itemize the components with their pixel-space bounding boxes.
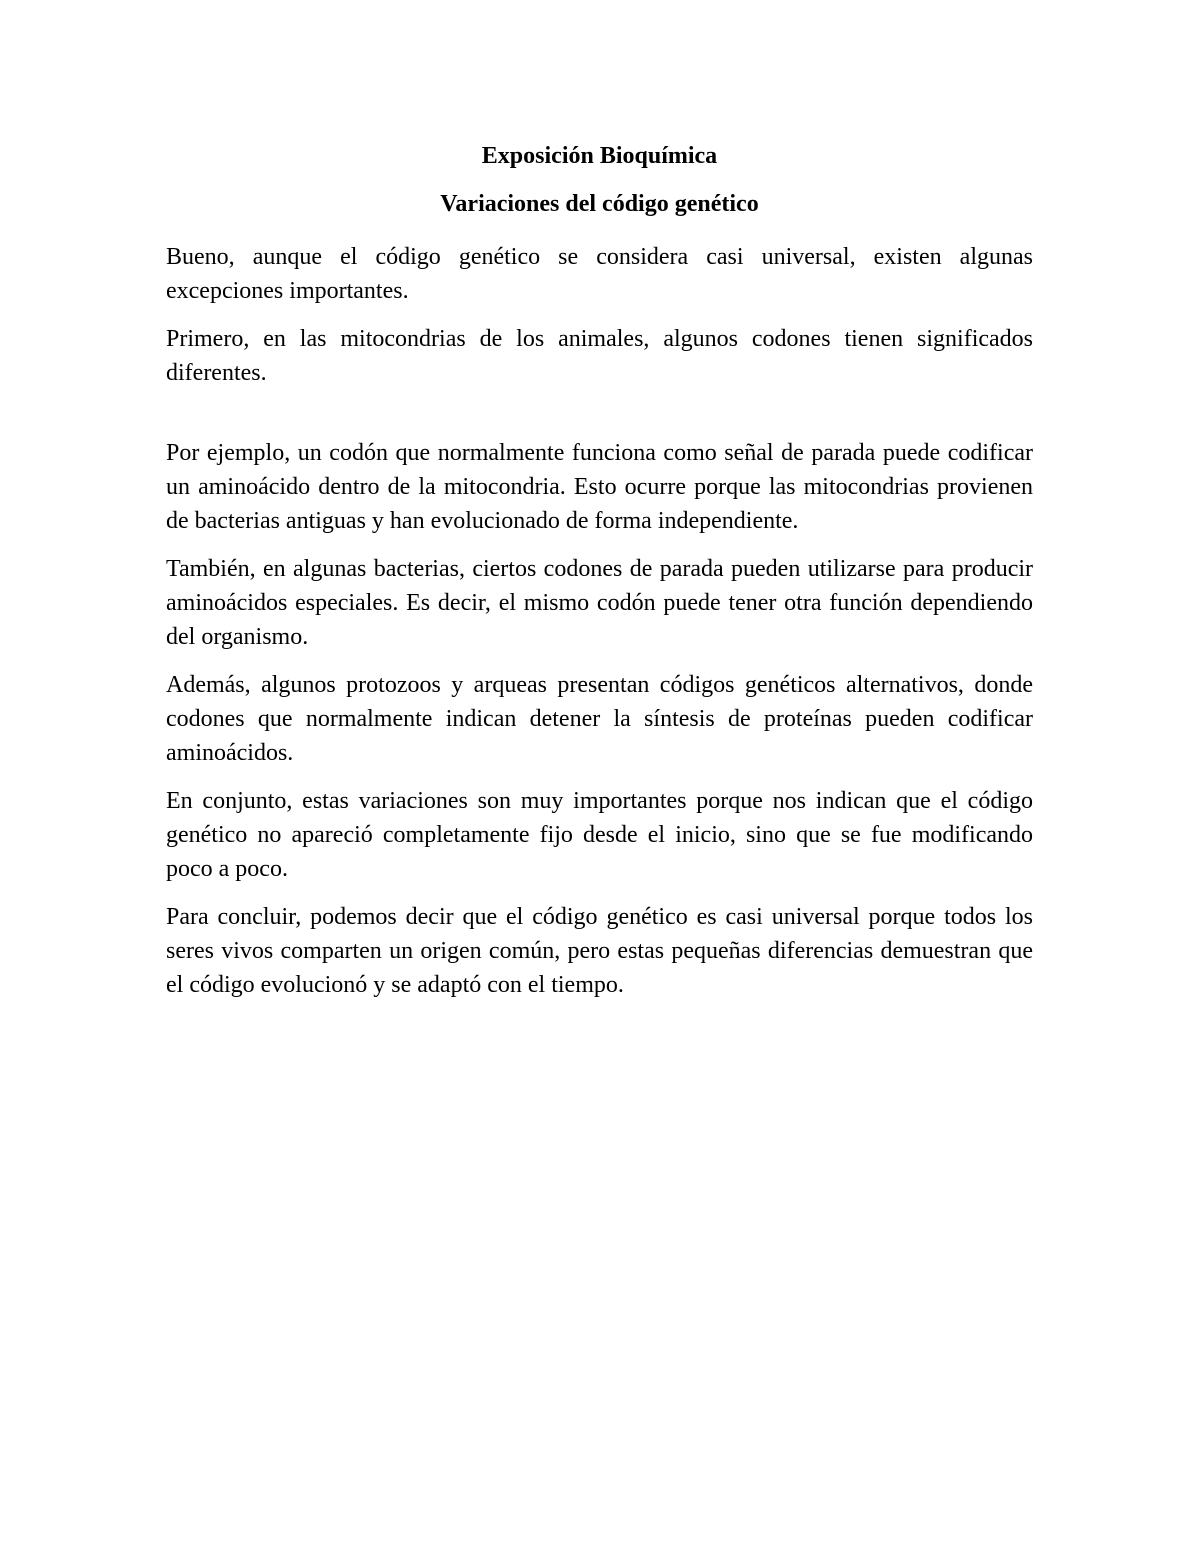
document-title: Exposición Bioquímica (481, 143, 718, 169)
paragraph-protozoa: Además, algunos protozoos y arqueas presentan códigos genéticos alternativos, donde codones que normalmente indican detener la síntesis de proteínas pueden codificar aminoácidos. (166, 672, 1033, 766)
document-subtitle: Variaciones del código genético (440, 191, 759, 217)
paragraph-summary: En conjunto, estas variaciones son muy importantes porque nos indican que el código genético no apareció completamente fijo desde el inicio, sino que se fue modificando poco a poco. (166, 788, 1033, 882)
paragraph-bacteria: También, en algunas bacterias, ciertos codones de parada pueden utilizarse para producir aminoácidos especiales. Es decir, el mismo codón puede tener otra función dependiendo del organismo. (166, 556, 1033, 650)
paragraph-mitochondria: Primero, en las mitocondrias de los animales, algunos codones tienen significados diferentes. (166, 326, 1033, 386)
paragraph-example: Por ejemplo, un codón que normalmente funciona como señal de parada puede codificar un aminoácido dentro de la mitocondria. Esto ocurre porque las mitocondrias provienen de bacterias antiguas y han evolucionado de forma independiente. (166, 440, 1033, 534)
paragraph-conclusion: Para concluir, podemos decir que el código genético es casi universal porque todos los seres vivos comparten un origen común, pero estas pequeñas diferencias demuestran que el código evolucionó y se adaptó con el tiempo. (166, 904, 1033, 998)
document-body (166, 136, 1033, 1016)
paragraph-intro: Bueno, aunque el código genético se considera casi universal, existen algunas excepciones importantes. (166, 244, 1033, 304)
